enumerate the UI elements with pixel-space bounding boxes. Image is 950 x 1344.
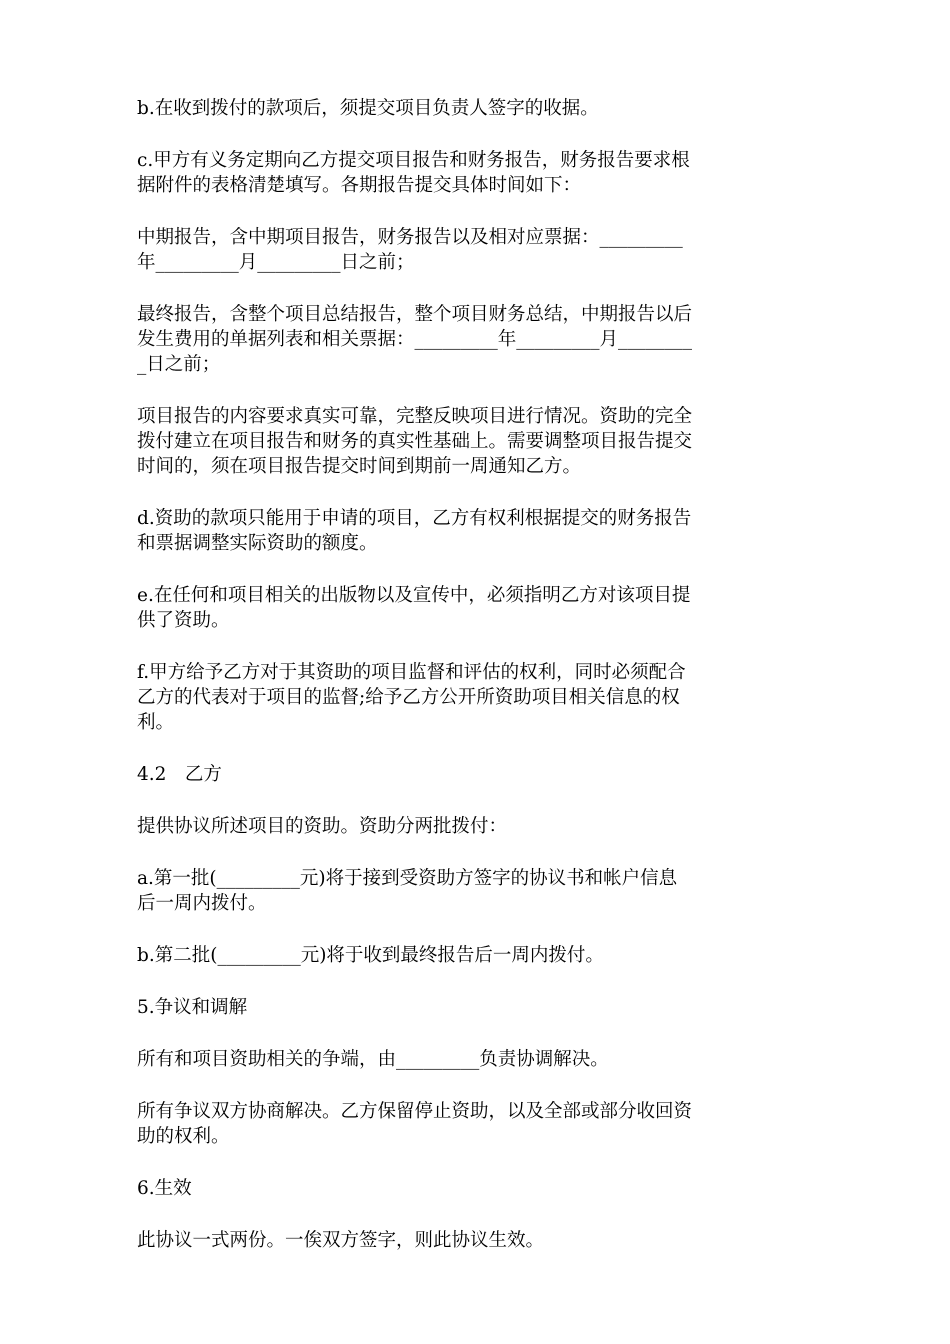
paragraph-dispute-resolution xyxy=(137,1099,813,1149)
text-line: 6.生效 xyxy=(137,1178,192,1199)
document-page xyxy=(137,96,813,1280)
section-heading-effect xyxy=(137,1176,813,1201)
paragraph-interim-report xyxy=(137,225,813,275)
paragraph-report-content xyxy=(137,404,813,479)
paragraph-first-batch xyxy=(137,866,813,916)
text-line: 此协议一式两份。一俟双方签字，则此协议生效。 xyxy=(137,1230,545,1251)
paragraph-publicity xyxy=(137,583,813,633)
text-line: 发生费用的单据列表和相关票据：_________年_________月________ xyxy=(137,329,693,350)
text-line: 和票据调整实际资助的额度。 xyxy=(137,533,378,554)
text-line: _日之前； xyxy=(137,354,221,375)
text-line: 最终报告，含整个项目总结报告，整个项目财务总结，中期报告以后 xyxy=(137,304,693,325)
text-line: 时间的，须在项目报告提交时间到期前一周通知乙方。 xyxy=(137,456,582,477)
text-line: b.第二批(_________元)将于收到最终报告后一周内拨付。 xyxy=(137,945,604,966)
section-heading-party-b xyxy=(137,762,813,787)
text-line: 提供协议所述项目的资助。资助分两批拨付： xyxy=(137,816,508,837)
text-line: 年_________月_________日之前； xyxy=(137,252,415,273)
text-line: 后一周内拨付。 xyxy=(137,893,267,914)
text-line: 利。 xyxy=(137,712,175,733)
text-line: 拨付建立在项目报告和财务的真实性基础上。需要调整项目报告提交 xyxy=(137,431,693,452)
text-line: b.在收到拨付的款项后，须提交项目负责人签字的收据。 xyxy=(137,98,599,119)
text-line: d.资助的款项只能用于申请的项目，乙方有权利根据提交的财务报告 xyxy=(137,508,692,529)
paragraph-effective-clause xyxy=(137,1228,813,1253)
text-line: 据附件的表格清楚填写。各期报告提交具体时间如下： xyxy=(137,175,582,196)
text-line: 5.争议和调解 xyxy=(137,997,248,1018)
text-line: f.甲方给予乙方对于其资助的项目监督和评估的权利，同时必须配合 xyxy=(137,662,686,683)
paragraph-fund-usage xyxy=(137,506,813,556)
text-line: e.在任何和项目相关的出版物以及宣传中，必须指明乙方对该项目提 xyxy=(137,585,691,606)
paragraph-second-batch xyxy=(137,943,813,968)
paragraph-final-report xyxy=(137,302,813,377)
text-line: 中期报告，含中期项目报告，财务报告以及相对应票据：_________ xyxy=(137,227,683,248)
text-line: 4.2 乙方 xyxy=(137,764,222,785)
paragraph-receipt-requirement xyxy=(137,96,813,121)
text-line: a.第一批(_________元)将于接到受资助方签字的协议书和帐户信息 xyxy=(137,868,678,889)
paragraph-dispute-coordination xyxy=(137,1047,813,1072)
text-line: 助的权利。 xyxy=(137,1126,230,1147)
paragraph-supervision xyxy=(137,660,813,735)
text-line: 所有和项目资助相关的争端，由_________负责协调解决。 xyxy=(137,1049,609,1070)
text-line: 项目报告的内容要求真实可靠，完整反映项目进行情况。资助的完全 xyxy=(137,406,693,427)
text-line: 乙方的代表对于项目的监督;给予乙方公开所资助项目相关信息的权 xyxy=(137,687,680,708)
text-line: c.甲方有义务定期向乙方提交项目报告和财务报告，财务报告要求根 xyxy=(137,150,690,171)
section-heading-disputes xyxy=(137,995,813,1020)
paragraph-report-obligation xyxy=(137,148,813,198)
text-line: 所有争议双方协商解决。乙方保留停止资助，以及全部或部分收回资 xyxy=(137,1101,693,1122)
text-line: 供了资助。 xyxy=(137,610,230,631)
paragraph-funding-batches xyxy=(137,814,813,839)
